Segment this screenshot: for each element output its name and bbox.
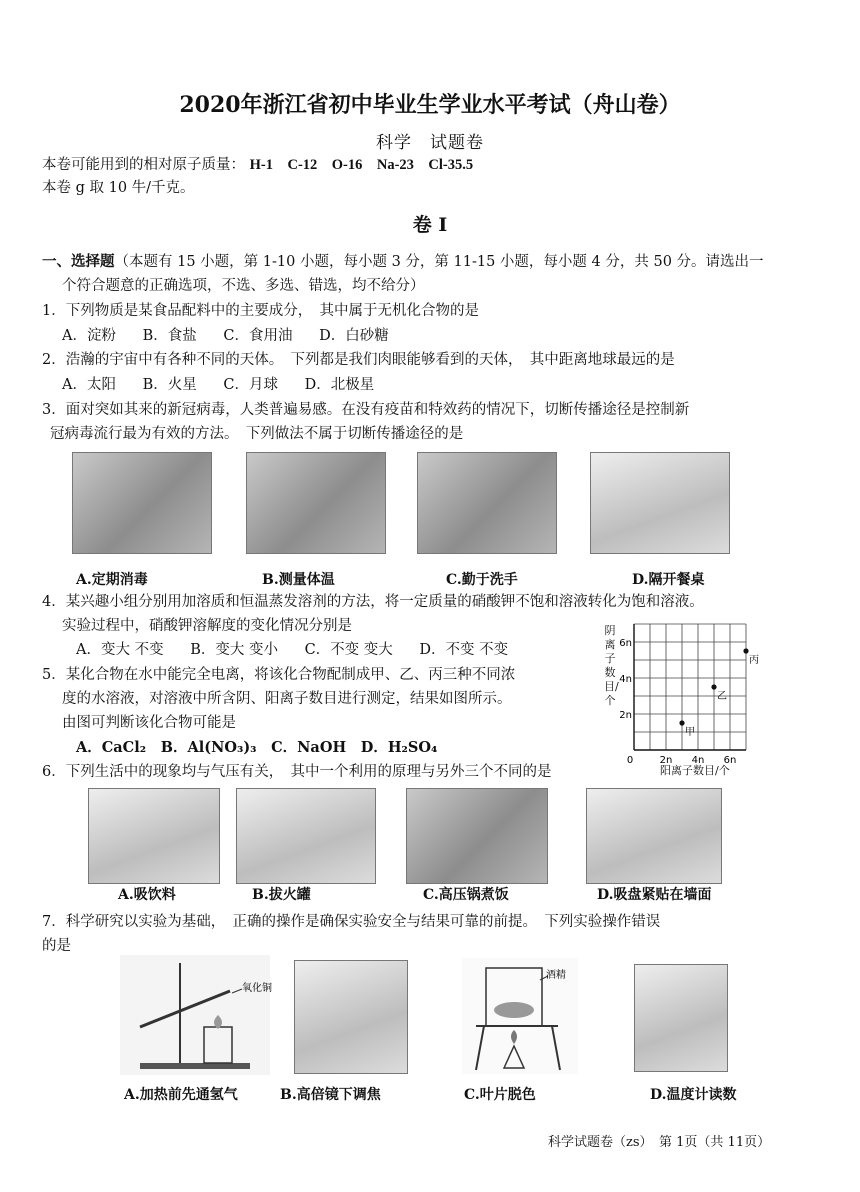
q6-photo-drink [88, 788, 220, 884]
page-subtitle: 科学 试题卷 [376, 133, 484, 153]
q7-photo-microscope [294, 960, 408, 1074]
q6-caption-b: B.拔火罐 [252, 887, 311, 903]
q1-stem: 1．下列物质是某食品配料中的主要成分， 其中属于无机化合物的是 [42, 303, 479, 319]
page-footer: 科学试题卷（zs） 第 1页（共 11页） [548, 1135, 771, 1150]
chart-y-tick-0: 2n [619, 710, 632, 721]
atomic-mass-label: 本卷可能用到的相对原子质量： [42, 157, 245, 173]
chart-x-tick-0: 0 [626, 755, 634, 766]
section-rule-line [42, 250, 764, 271]
q2-options [62, 373, 396, 394]
volume-heading: 卷 Ⅰ [412, 214, 448, 236]
q5-option-b: B．Al(NO₃)₃ [160, 739, 257, 756]
q3-photo-disinfect [72, 452, 212, 554]
q7-caption-c: C.叶片脱色 [464, 1087, 536, 1103]
atomic-mass-values: H-1 C-12 O-16 Na-23 Cl-35.5 [249, 157, 474, 173]
chart-x-tick-1: 2n [659, 755, 673, 766]
chart-xlabel: 阳离子数目/个 [660, 764, 730, 777]
q1-option-d: D．白砂糖 [319, 328, 389, 344]
q5-options [76, 736, 447, 757]
q3-photo-handwash [417, 452, 557, 554]
q7-stem-1: 7．科学研究以实验为基础， 正确的操作是确保实验安全与结果可靠的前提。 下列实验操作错误 [42, 914, 661, 930]
q7-figure-heating-tube [120, 955, 270, 1075]
chart-points [679, 648, 759, 738]
q4-option-c: C．不变 变大 [304, 642, 393, 658]
q7-caption-d: D.温度计读数 [650, 1087, 737, 1103]
q7-stem-2: 的是 [42, 938, 71, 954]
q5-option-c: C．NaOH [271, 739, 347, 756]
q3-caption-a: A.定期消毒 [76, 572, 148, 588]
chart-y-tick-1: 4n [619, 674, 632, 685]
q7-caption-b: B.高倍镜下调焦 [280, 1087, 381, 1103]
chart-ylabel: 阴离子数目/个 [604, 624, 619, 707]
chart-point-2 [743, 648, 748, 653]
chart-x-tick-3: 6n [723, 755, 737, 766]
q4-option-a: A．变大 不变 [76, 642, 164, 658]
q6-photo-suction-hooks [586, 788, 722, 884]
q7-label-copper-oxide: 氧化铜 [242, 983, 272, 994]
q5-option-a: A．CaCl₂ [76, 739, 147, 756]
q4-option-d: D．不变 不变 [419, 642, 509, 658]
q6-caption-a: A.吸饮料 [118, 887, 176, 903]
q2-stem: 2．浩瀚的宇宙中有各种不同的天体。 下列都是我们肉眼能够看到的天体， 其中距离地球最远的是 [42, 352, 675, 368]
chart-point-label-2: 丙 [749, 655, 759, 666]
section-heading: 一、选择题 [42, 253, 115, 270]
chart-ticks [619, 638, 736, 766]
atomic-mass-line [42, 153, 473, 174]
q2-option-d: D．北极星 [304, 377, 375, 393]
q6-caption-c: C.高压锅煮饭 [423, 887, 509, 903]
page-title: 2020年浙江省初中毕业生学业水平考试（舟山卷） [179, 92, 681, 118]
q4-stem-2: 实验过程中，硝酸钾溶解度的变化情况分别是 [62, 618, 352, 634]
q5-stem-1: 5．某化合物在水中能完全电离，将该化合物配制成甲、乙、丙三种不同浓 [42, 667, 516, 683]
q3-stem-1: 3．面对突如其来的新冠病毒，人类普遍易感。在没有疫苗和特效药的情况下，切断传播途径是控制新 [42, 402, 690, 418]
q4-stem-1: 4．某兴趣小组分别用加溶质和恒温蒸发溶剂的方法，将一定质量的硝酸钾不饱和溶液转化为饱和溶液。 [42, 594, 704, 610]
q6-caption-d: D.吸盘紧贴在墙面 [597, 887, 712, 903]
section-rule-1: （本题有 15 小题，第 1-10 小题，每小题 3 分，第 11-15 小题，每小题 4 分，共 50 分。请选出一 [114, 254, 764, 270]
q5-option-d: D．H₂SO₄ [360, 739, 438, 756]
q7-photo-thermometer [634, 964, 728, 1072]
section-rule-2: 个符合题意的正确选项，不选、多选、错选，均不给分） [62, 278, 425, 294]
q7-caption-a: A.加热前先通氢气 [124, 1087, 238, 1103]
q3-photo-temperature [246, 452, 386, 554]
q2-option-c: C．月球 [223, 377, 278, 393]
q6-photo-cupping [236, 788, 376, 884]
q5-stem-2: 度的水溶液，对溶液中所含阴、阳离子数目进行测定，结果如图所示。 [62, 691, 512, 707]
q3-caption-b: B.测量体温 [262, 572, 335, 588]
q1-option-a: A．淀粉 [62, 328, 116, 344]
chart-y-tick-2: 6n [619, 638, 632, 649]
q6-photo-pressure-cooker [406, 788, 548, 884]
q6-stem: 6．下列生活中的现象均与气压有关， 其中一个利用的原理与另外三个不同的是 [42, 764, 552, 780]
chart-point-0 [679, 720, 684, 725]
q7-figure-leaf-decolor [462, 958, 578, 1074]
chart-point-label-0: 甲 [685, 727, 695, 738]
q3-stem-2: 冠病毒流行最为有效的方法。 下列做法不属于切断传播途径的是 [50, 426, 464, 442]
ion-count-chart [616, 612, 759, 766]
q1-options [62, 324, 411, 345]
chart-point-label-1: 乙 [717, 691, 727, 702]
chart-x-tick-2: 4n [691, 755, 705, 766]
q4-option-b: B．变大 变小 [190, 642, 278, 658]
q3-caption-d: D.隔开餐桌 [632, 572, 705, 588]
q4-options [76, 638, 530, 659]
q7-label-alcohol: 酒精 [546, 970, 566, 981]
q2-option-b: B．火星 [142, 377, 197, 393]
q1-option-b: B．食盐 [142, 328, 197, 344]
chart-point-1 [711, 684, 716, 689]
gravity-note: 本卷 g 取 10 牛/千克。 [42, 180, 195, 196]
q2-option-a: A．太阳 [62, 377, 116, 393]
q3-photo-canteen [590, 452, 730, 554]
q1-option-c: C．食用油 [223, 328, 293, 344]
q3-caption-c: C.勤于洗手 [446, 572, 518, 588]
q5-stem-3: 由图可判断该化合物可能是 [62, 715, 236, 731]
